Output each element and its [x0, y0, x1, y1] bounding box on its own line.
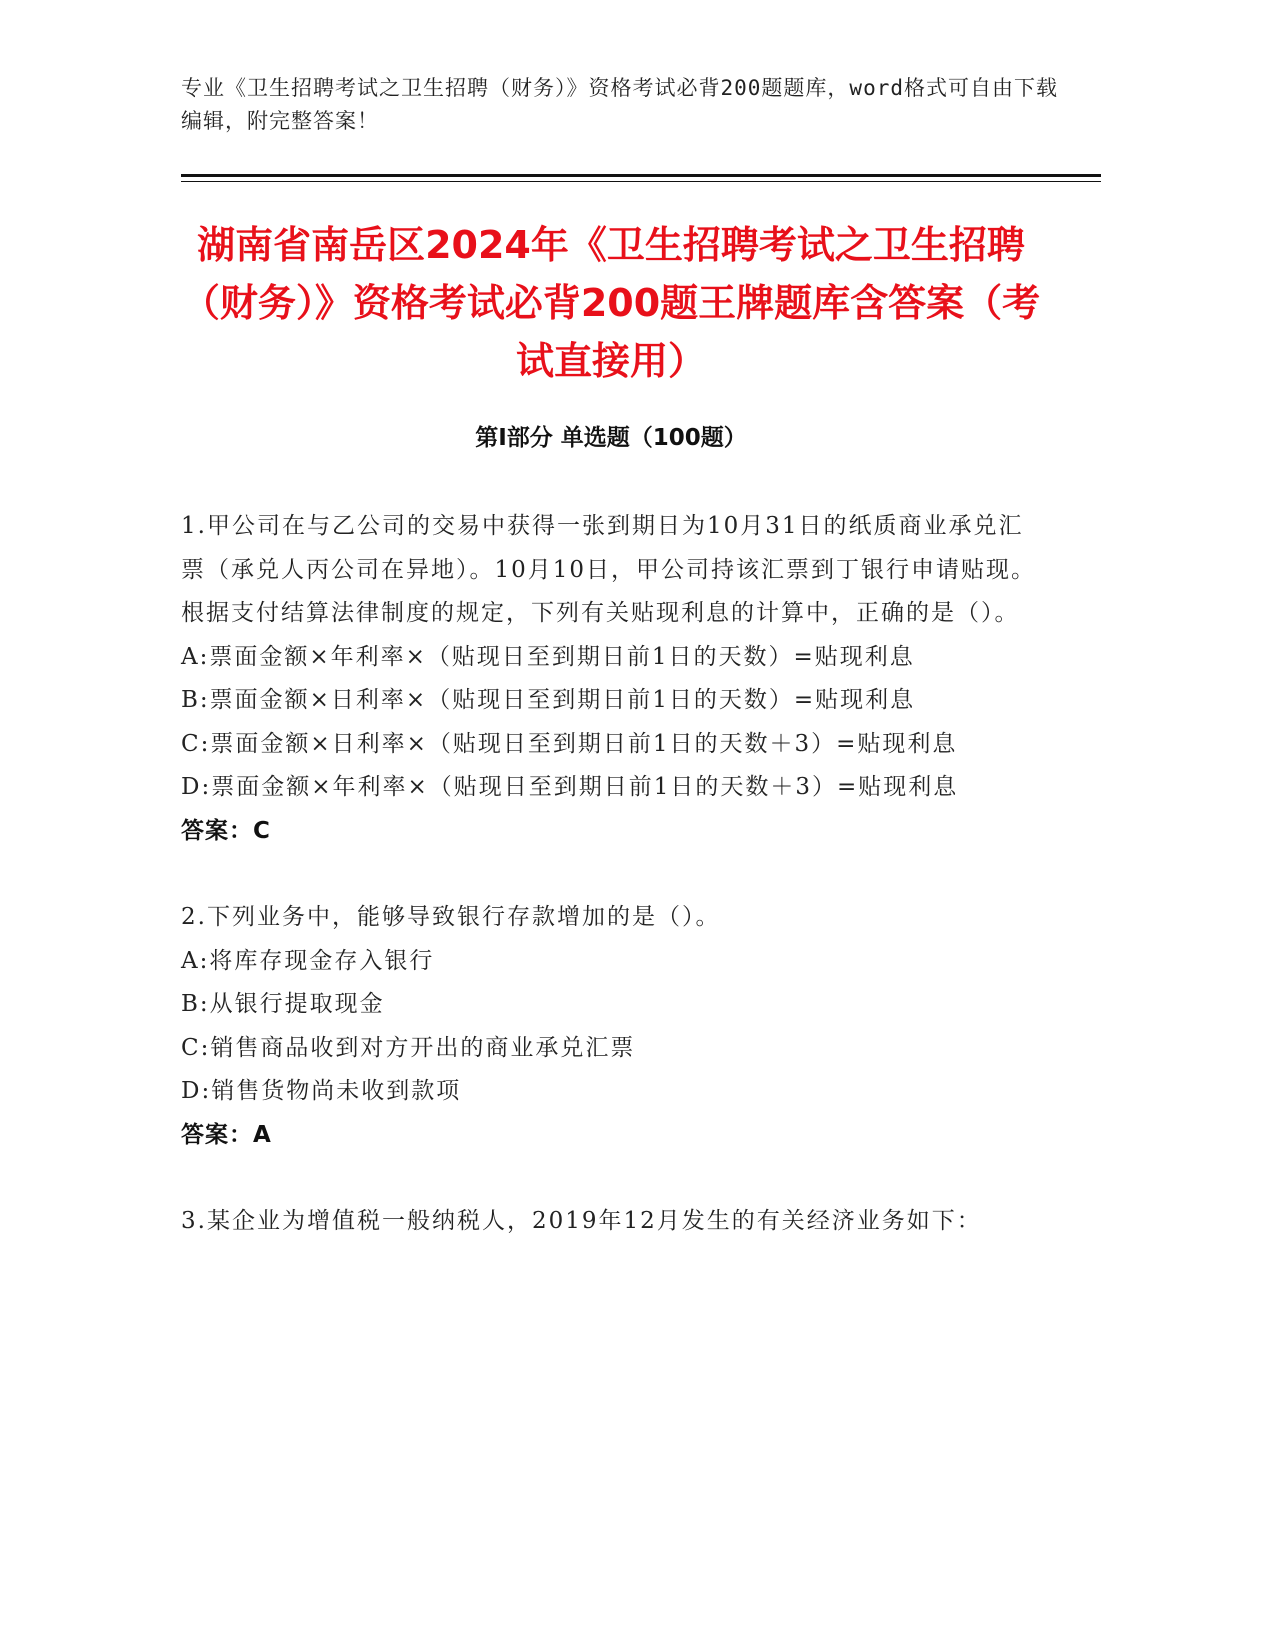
question-stem: 1.甲公司在与乙公司的交易中获得一张到期日为10月31日的纸质商业承兑汇票（承兑人丙公司在异地）。10月10日，甲公司持该汇票到丁银行申请贴现。根据支付结算法律制度的规定，下列有关贴现利息的计算中，正确的是（）。 — [181, 513, 1037, 626]
question-stem: 2.下列业务中，能够导致银行存款增加的是（）。 — [181, 904, 721, 930]
answer-label: 答案：A — [181, 1121, 272, 1148]
option-c: C:票面金额×日利率×（贴现日至到期日前1日的天数＋3）=贴现利息 — [181, 730, 958, 757]
question-options — [181, 636, 1041, 810]
header-divider-thin — [181, 181, 1101, 182]
section-title: 第I部分 单选题（100题） — [475, 425, 747, 451]
option-d: D:销售货物尚未收到款项 — [181, 1078, 462, 1104]
question-stem: 3.某企业为增值税一般纳税人，2019年12月发生的有关经济业务如下： — [181, 1208, 982, 1234]
header-divider-thick — [181, 174, 1101, 177]
option-c: C:销售商品收到对方开出的商业承兑汇票 — [181, 1034, 636, 1061]
question-2 — [181, 896, 1041, 1157]
option-b: B:从银行提取现金 — [181, 991, 385, 1017]
question-list — [181, 505, 1041, 1287]
option-b: B:票面金额×日利率×（贴现日至到期日前1日的天数）=贴现利息 — [181, 687, 916, 713]
question-1 — [181, 505, 1041, 853]
question-options — [181, 940, 1041, 1114]
answer-label: 答案：C — [181, 817, 271, 844]
document-title: 湖南省南岳区2024年《卫生招聘考试之卫生招聘（财务）》资格考试必背200题王牌题库含答案（考试直接用） — [181, 223, 1041, 383]
option-a: A:将库存现金存入银行 — [181, 947, 435, 974]
header-note: 专业《卫生招聘考试之卫生招聘（财务）》资格考试必背200题题库，word格式可自由下载编辑，附完整答案！ — [181, 76, 1058, 133]
option-a: A:票面金额×年利率×（贴现日至到期日前1日的天数）=贴现利息 — [181, 643, 915, 670]
question-3 — [181, 1200, 1041, 1244]
option-d: D:票面金额×年利率×（贴现日至到期日前1日的天数＋3）=贴现利息 — [181, 774, 959, 800]
